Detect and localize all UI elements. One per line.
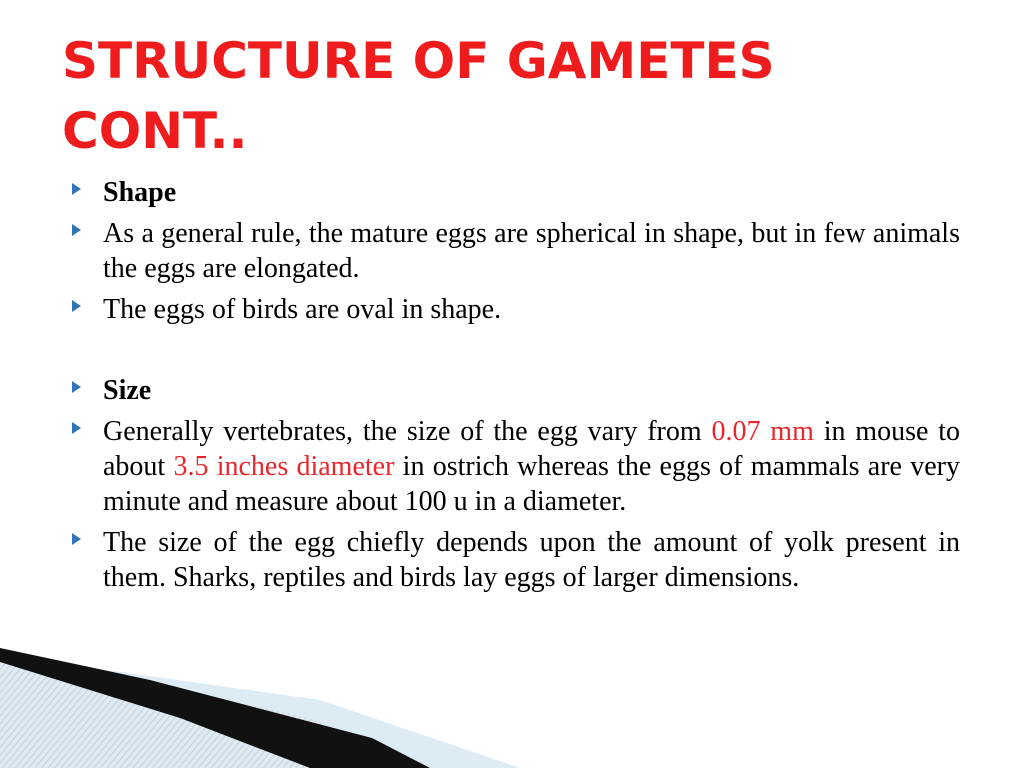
bullet-text: The eggs of birds are oval in shape.	[103, 294, 502, 325]
bullet-arrow-icon	[72, 381, 81, 393]
bullet-list	[72, 175, 960, 601]
section-heading: Size	[103, 375, 152, 406]
bullet-arrow-icon	[72, 224, 81, 236]
bullet-text: The size of the egg chiefly depends upon the amount of yolk present in them. Sharks, reptiles and birds lay eggs of larger dimensions.	[103, 527, 960, 593]
section-heading: Shape	[103, 177, 177, 208]
bullet-text: As a general rule, the mature eggs are spherical in shape, but in few animals the eggs are elongated.	[103, 218, 960, 284]
bullet-arrow-icon	[72, 183, 81, 195]
bullet-arrow-icon	[72, 422, 81, 434]
bullet-arrow-icon	[72, 533, 81, 545]
slide-title: STRUCTURE OF GAMETES CONT..	[62, 32, 775, 160]
bullet-item	[72, 292, 960, 327]
bullet-item	[72, 414, 960, 519]
bullet-item	[72, 175, 960, 210]
bullet-item	[72, 216, 960, 286]
bullet-item	[72, 525, 960, 595]
bullet-text: in mouse to about	[103, 416, 961, 482]
bullet-text: Generally vertebrates, the size of the egg vary from	[103, 416, 712, 447]
bullet-item	[72, 373, 960, 408]
bullet-arrow-icon	[72, 300, 81, 312]
highlighted-text: 3.5 inches diameter	[173, 451, 395, 482]
bullet-text: in ostrich whereas the eggs of mammals are very minute and measure about 100 u in a diameter.	[103, 451, 960, 517]
highlighted-text: 0.07 mm	[711, 416, 814, 447]
